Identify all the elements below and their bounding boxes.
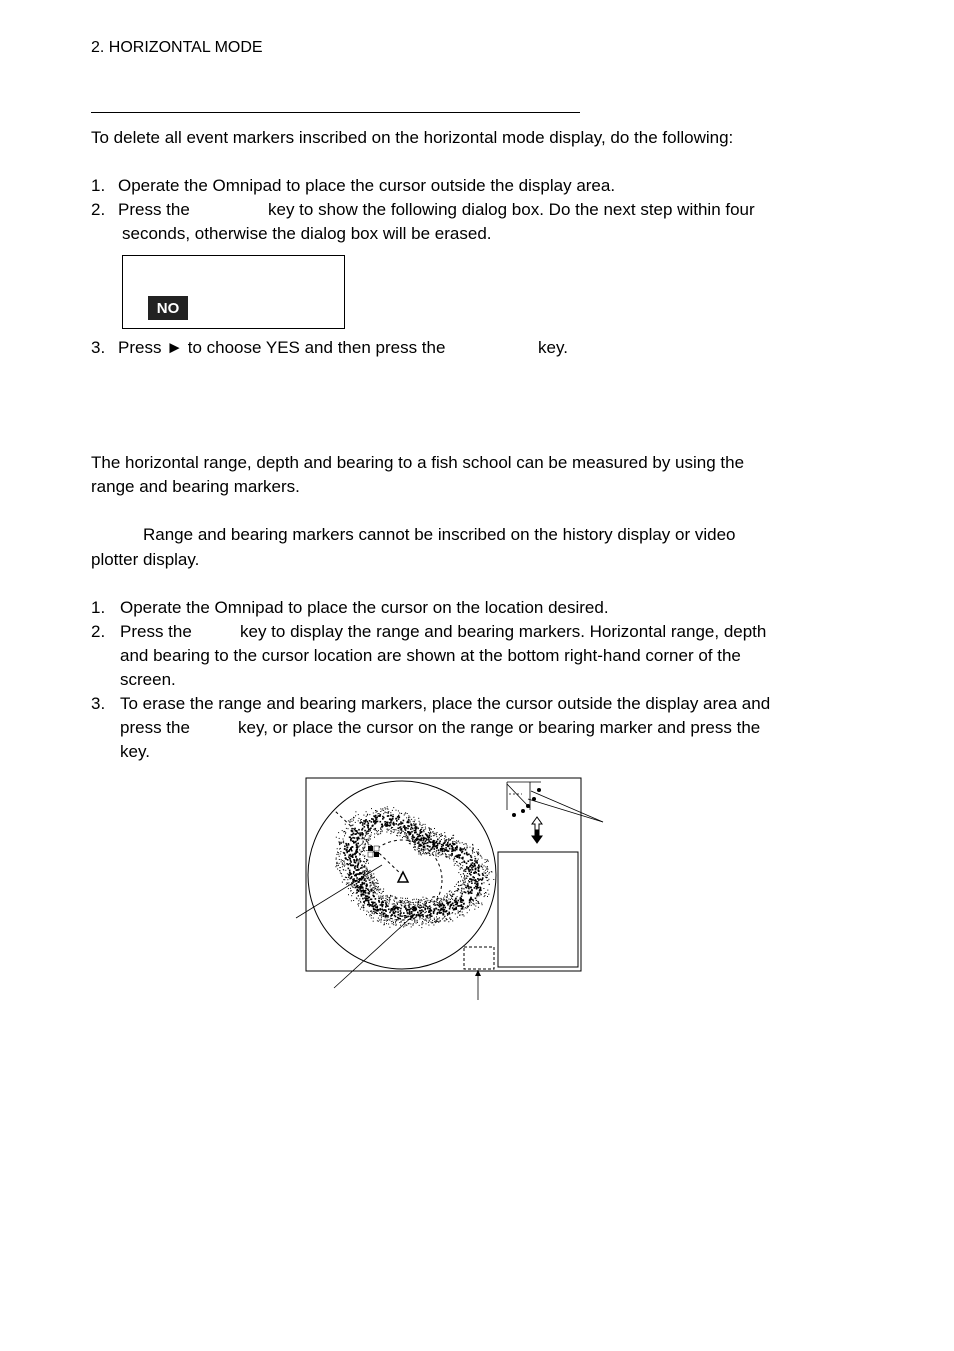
measure-intro-1: The horizontal range, depth and bearing to a fish school can be measured by using the bbox=[91, 453, 745, 472]
measure-step-2-num: 2. bbox=[91, 622, 106, 641]
delete-step-2-cont: seconds, otherwise the dialog box will be erased. bbox=[122, 224, 492, 243]
display-frame bbox=[306, 778, 581, 971]
measure-step-3-line1: To erase the range and bearing markers, place the cursor outside the display area and bbox=[120, 694, 771, 713]
readout-box bbox=[464, 947, 494, 969]
page-header: 2. HORIZONTAL MODE bbox=[91, 39, 263, 56]
delete-step-3-before: Press ► to choose YES and then press the bbox=[118, 338, 446, 357]
measure-step-3-after: key, or place the cursor on the range or bearing marker and press the bbox=[238, 718, 761, 737]
measure-step-3-num: 3. bbox=[91, 694, 106, 713]
measure-step-1-text: Operate the Omnipad to place the cursor on the location desired. bbox=[120, 598, 609, 617]
fish-school-echo-icon bbox=[335, 806, 494, 928]
delete-step-2-after: key to show the following dialog box. Do the next step within four bbox=[268, 200, 755, 219]
delete-dialog-box bbox=[122, 255, 345, 329]
note-line-1: Range and bearing markers cannot be inscribed on the history display or video bbox=[143, 525, 736, 544]
measure-step-2-after: key to display the range and bearing markers. Horizontal range, depth bbox=[240, 622, 767, 641]
measure-step-1-num: 1. bbox=[91, 598, 106, 617]
measure-step-2-line3: screen. bbox=[120, 670, 176, 689]
no-button[interactable]: NO bbox=[148, 296, 188, 320]
step-number: 1. bbox=[91, 176, 106, 195]
measure-intro-2: range and bearing markers. bbox=[91, 477, 300, 496]
delete-step-2-num: 2. bbox=[91, 200, 106, 219]
section-heading-rule bbox=[91, 112, 580, 113]
delete-step-2-before: Press the bbox=[118, 200, 190, 219]
delete-intro: To delete all event markers inscribed on the horizontal mode display, do the following: bbox=[91, 128, 734, 147]
delete-step-3-after: key. bbox=[538, 338, 568, 357]
delete-step-1-text: Operate the Omnipad to place the cursor outside the display area. bbox=[118, 176, 616, 195]
measure-step-3-line3: key. bbox=[120, 742, 150, 761]
vertical-mode-mini-display bbox=[507, 782, 603, 822]
measure-step-3-before: press the bbox=[120, 718, 190, 737]
sonar-display-figure bbox=[290, 770, 620, 1010]
delete-step-1 bbox=[91, 174, 105, 198]
measure-step-2-line2: and bearing to the cursor location are shown at the bottom right-hand corner of the bbox=[120, 646, 741, 665]
up-down-arrow-icon bbox=[532, 817, 542, 843]
own-ship-triangle-icon bbox=[398, 872, 408, 882]
measure-step-2-before: Press the bbox=[120, 622, 192, 641]
delete-step-3-num: 3. bbox=[91, 338, 106, 357]
side-panel bbox=[498, 852, 578, 967]
note-line-2: plotter display. bbox=[91, 550, 200, 569]
